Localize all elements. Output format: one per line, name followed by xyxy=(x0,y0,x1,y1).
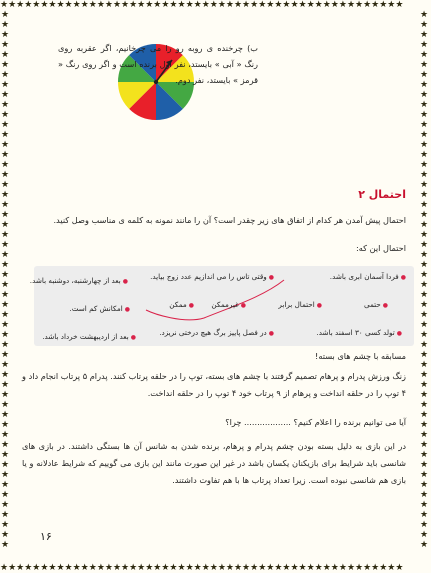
section-heading: احتمال ۲ xyxy=(358,188,406,201)
event-2: ●وقتی تاس را می اندازیم عدد زوج بیاید. xyxy=(150,272,274,281)
event-3: ●بعد از چهارشنبه، دوشنبه باشد. xyxy=(29,276,128,285)
word-3: ●غیرممکن xyxy=(211,300,246,309)
bullet-icon: ● xyxy=(124,306,130,313)
contest-title: مسابقه با چشم های بسته! xyxy=(315,351,406,361)
contest-question: آیا می توانیم برنده را اعلام کنیم؟ .................. چرا؟ xyxy=(225,417,406,427)
event-6: ●بعد از اردیبهشت خرداد باشد. xyxy=(42,332,136,341)
star-border-bottom: ★★★★★★★★★★★★★★★★★★★★★★★★★★★★★★★★★★★★★★★★★★★★★★★★★★ xyxy=(0,563,404,573)
page-number: ۱۶ xyxy=(40,530,52,543)
word-5: ●امکانش کم است. xyxy=(69,304,130,313)
star-border-top: ★★★★★★★★★★★★★★★★★★★★★★★★★★★★★★★★★★★★★★★★★★★★★★★★★★ xyxy=(0,0,404,10)
bullet-icon: ● xyxy=(188,302,194,309)
section-intro: احتمال پیش آمدن هر کدام از اتفاق های زیر چقدر است؟ آن را مانند نمونه به کلمه ی مناسب وصل کنید. xyxy=(53,215,406,225)
bullet-icon: ● xyxy=(400,274,406,281)
bullet-icon: ● xyxy=(316,302,322,309)
section-prompt: احتمال این که: xyxy=(355,243,406,253)
events-panel xyxy=(29,266,414,346)
event-5: ●در فصل پاییز برگ هیچ درختی نریزد. xyxy=(159,328,274,337)
bullet-icon: ● xyxy=(268,330,274,337)
event-1: ●فردا آسمان ابری باشد. xyxy=(329,272,406,281)
star-border-right: ★★★★★★★★★★★★★★★★★★★★★★★★★★★★★★★★★★★★★★★★★★★★★★★★★★★★★★ xyxy=(420,10,429,550)
star-border-left: ★★★★★★★★★★★★★★★★★★★★★★★★★★★★★★★★★★★★★★★★★★★★★★★★★★★★★★ xyxy=(1,10,10,550)
word-4: ●ممکن xyxy=(169,300,194,309)
contest-para-2: در این بازی به دلیل بسته بودن چشم پدرام و پرهام، برنده شدن به شانس آن ها بستگی داشتند. در بازی های شانسی باید شرایط برای بازیکنان یکسان باشد در غیر این صورت مانند این بازی می گوییم که شرایط عادلانه و یا بازی هم شانسی نبوده است. زیرا تعداد پرتاب ها با هم تفاوت داشتند. xyxy=(22,441,406,485)
content xyxy=(18,12,414,561)
word-2: ●احتمال برابر xyxy=(278,300,322,309)
event-4: ●تولد کسی ۳۰ اسفند باشد. xyxy=(316,328,402,337)
bullet-icon: ● xyxy=(240,302,246,309)
bullet-icon: ● xyxy=(382,302,388,309)
spinner-text: ب) چرخنده ی روبه رو را می چرخانیم، اگر عقربه روی رنگ « آبی » بایستد، نفر اول برنده است و اگر روی رنگ « قرمز » بایستد، نفر دوم. xyxy=(58,43,258,85)
bullet-icon: ● xyxy=(268,274,274,281)
contest-para-1: زنگ ورزش پدرام و پرهام تصمیم گرفتند با چشم های بسته، توپ را در حلقه پرتاب کنند. پدرام ۵ پرتاب انجام داد و ۴ توپ را در حلقه انداخت و پرهام از ۹ پرتاب خود ۴ توپ را در حلقه انداخت. xyxy=(22,371,406,398)
bullet-icon: ● xyxy=(396,330,402,337)
word-1: ●حتمی xyxy=(363,300,388,309)
bullet-icon: ● xyxy=(130,334,136,341)
bullet-icon: ● xyxy=(122,278,128,285)
